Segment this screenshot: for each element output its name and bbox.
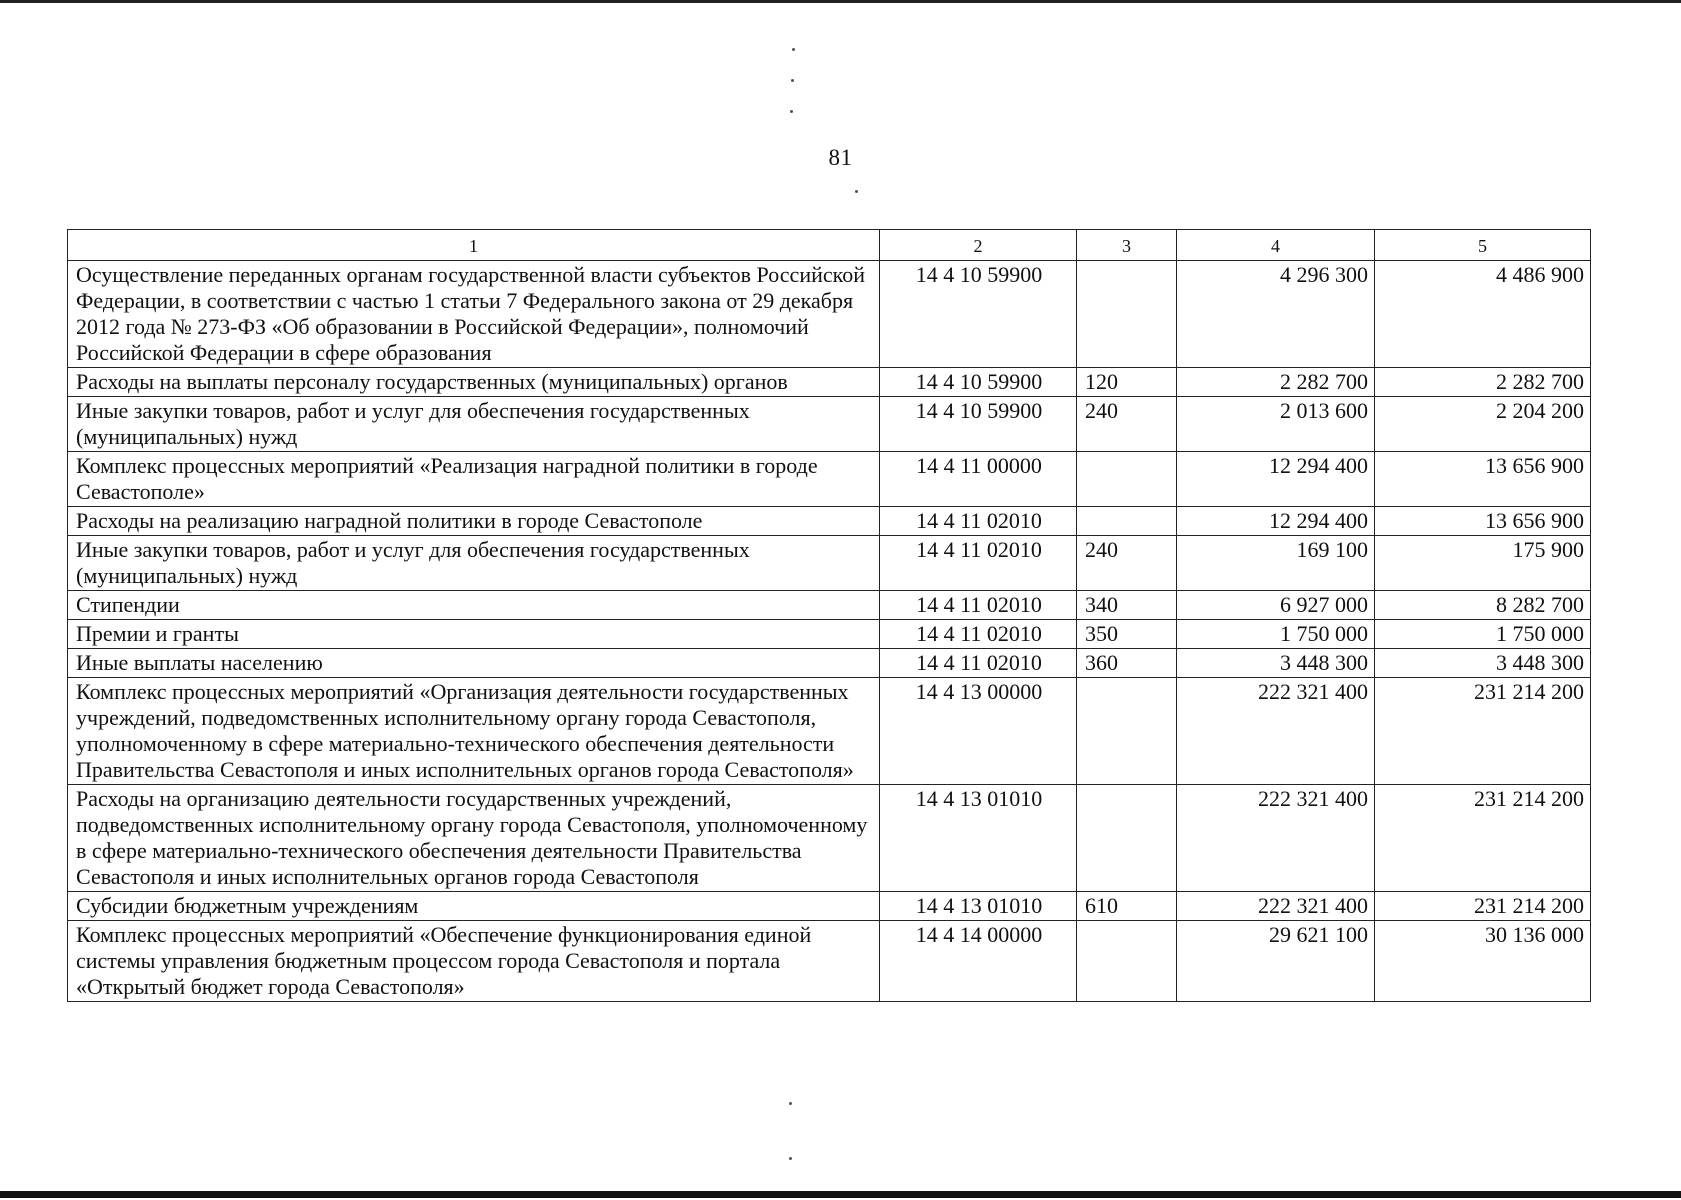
table-row (68, 649, 1591, 678)
table-row (68, 397, 1591, 452)
page-number: 81 (828, 145, 853, 170)
row-name-cell: Комплекс процессных мероприятий «Организация деятельности государственных учреждений, подведомственных исполнительному органу города Севастополя, уполномоченному в сфере материально-технического обеспечения деятельности Правительства Севастополя и иных исполнительных органов города Севастополя» (68, 678, 880, 785)
row-sum2-cell: 4 486 900 (1375, 261, 1591, 368)
row-name-cell: Премии и гранты (68, 620, 880, 649)
row-code-cell: 14 4 13 01010 (880, 892, 1077, 921)
table-row (68, 261, 1591, 368)
row-sum2-cell: 30 136 000 (1375, 921, 1591, 1002)
row-sum1-cell: 12 294 400 (1177, 507, 1375, 536)
row-sum1-cell: 1 750 000 (1177, 620, 1375, 649)
row-code-cell: 14 4 13 00000 (880, 678, 1077, 785)
scan-bottom-edge (0, 1191, 1681, 1198)
row-sum2-cell: 231 214 200 (1375, 678, 1591, 785)
row-name-cell: Субсидии бюджетным учреждениям (68, 892, 880, 921)
row-sum1-cell: 222 321 400 (1177, 678, 1375, 785)
scan-speck (789, 1102, 792, 1105)
row-sum2-cell: 231 214 200 (1375, 785, 1591, 892)
header-col-1: 1 (68, 230, 880, 261)
header-col-5: 5 (1375, 230, 1591, 261)
row-sum1-cell: 3 448 300 (1177, 649, 1375, 678)
table-row (68, 785, 1591, 892)
scan-speck (789, 1157, 792, 1160)
row-name-cell: Иные закупки товаров, работ и услуг для обеспечения государственных (муниципальных) нужд (68, 397, 880, 452)
table-row (68, 921, 1591, 1002)
row-code-cell: 14 4 14 00000 (880, 921, 1077, 1002)
scan-speck (791, 79, 794, 82)
table-body (68, 261, 1591, 1002)
table-row (68, 892, 1591, 921)
row-sum2-cell: 231 214 200 (1375, 892, 1591, 921)
scan-speck (855, 190, 858, 193)
row-name-cell: Расходы на реализацию наградной политики в городе Севастополе (68, 507, 880, 536)
table-row (68, 507, 1591, 536)
row-type-cell: 240 (1077, 536, 1177, 591)
header-col-2: 2 (880, 230, 1077, 261)
row-name-cell: Комплекс процессных мероприятий «Реализация наградной политики в городе Севастополе» (68, 452, 880, 507)
row-code-cell: 14 4 11 02010 (880, 507, 1077, 536)
header-col-3: 3 (1077, 230, 1177, 261)
scan-speck (790, 110, 793, 113)
table-row (68, 536, 1591, 591)
row-type-cell: 120 (1077, 368, 1177, 397)
table-row (68, 368, 1591, 397)
row-type-cell: 240 (1077, 397, 1177, 452)
row-name-cell: Комплекс процессных мероприятий «Обеспечение функционирования единой системы управления бюджетным процессом города Севастополя и портала «Открытый бюджет города Севастополя» (68, 921, 880, 1002)
row-type-cell (1077, 678, 1177, 785)
row-sum2-cell: 13 656 900 (1375, 507, 1591, 536)
header-col-4: 4 (1177, 230, 1375, 261)
table-row (68, 620, 1591, 649)
row-sum1-cell: 29 621 100 (1177, 921, 1375, 1002)
row-name-cell: Расходы на организацию деятельности государственных учреждений, подведомственных исполнительному органу города Севастополя, уполномоченному в сфере материально-технического обеспечения деятельности Правительства Севастополя и иных исполнительных органов города Севастополя (68, 785, 880, 892)
row-sum1-cell: 169 100 (1177, 536, 1375, 591)
row-code-cell: 14 4 10 59900 (880, 261, 1077, 368)
row-type-cell: 610 (1077, 892, 1177, 921)
row-type-cell (1077, 785, 1177, 892)
row-name-cell: Расходы на выплаты персоналу государственных (муниципальных) органов (68, 368, 880, 397)
row-code-cell: 14 4 11 02010 (880, 591, 1077, 620)
row-sum1-cell: 2 013 600 (1177, 397, 1375, 452)
row-code-cell: 14 4 11 00000 (880, 452, 1077, 507)
table-row (68, 678, 1591, 785)
row-code-cell: 14 4 10 59900 (880, 397, 1077, 452)
row-sum2-cell: 3 448 300 (1375, 649, 1591, 678)
row-name-cell: Осуществление переданных органам государственной власти субъектов Российской Федерации, в соответствии с частью 1 статьи 7 Федерального закона от 29 декабря 2012 года № 273-ФЗ «Об образовании в Российской Федерации», полномочий Российской Федерации в сфере образования (68, 261, 880, 368)
row-sum1-cell: 12 294 400 (1177, 452, 1375, 507)
row-sum2-cell: 2 204 200 (1375, 397, 1591, 452)
table-row (68, 452, 1591, 507)
row-code-cell: 14 4 13 01010 (880, 785, 1077, 892)
table-header-row (68, 230, 1591, 261)
row-sum1-cell: 2 282 700 (1177, 368, 1375, 397)
row-sum2-cell: 175 900 (1375, 536, 1591, 591)
row-sum1-cell: 4 296 300 (1177, 261, 1375, 368)
row-code-cell: 14 4 10 59900 (880, 368, 1077, 397)
table-row (68, 591, 1591, 620)
row-name-cell: Стипендии (68, 591, 880, 620)
row-code-cell: 14 4 11 02010 (880, 649, 1077, 678)
row-sum2-cell: 8 282 700 (1375, 591, 1591, 620)
row-code-cell: 14 4 11 02010 (880, 536, 1077, 591)
row-name-cell: Иные выплаты населению (68, 649, 880, 678)
row-sum1-cell: 6 927 000 (1177, 591, 1375, 620)
row-sum2-cell: 13 656 900 (1375, 452, 1591, 507)
row-type-cell: 360 (1077, 649, 1177, 678)
row-type-cell (1077, 452, 1177, 507)
row-type-cell: 350 (1077, 620, 1177, 649)
scan-speck (792, 48, 795, 51)
row-sum1-cell: 222 321 400 (1177, 785, 1375, 892)
row-sum1-cell: 222 321 400 (1177, 892, 1375, 921)
row-sum2-cell: 1 750 000 (1375, 620, 1591, 649)
row-type-cell: 340 (1077, 591, 1177, 620)
row-name-cell: Иные закупки товаров, работ и услуг для обеспечения государственных (муниципальных) нужд (68, 536, 880, 591)
row-type-cell (1077, 921, 1177, 1002)
scan-top-edge (0, 0, 1681, 3)
row-type-cell (1077, 507, 1177, 536)
row-type-cell (1077, 261, 1177, 368)
row-code-cell: 14 4 11 02010 (880, 620, 1077, 649)
row-sum2-cell: 2 282 700 (1375, 368, 1591, 397)
budget-table (67, 229, 1591, 1002)
